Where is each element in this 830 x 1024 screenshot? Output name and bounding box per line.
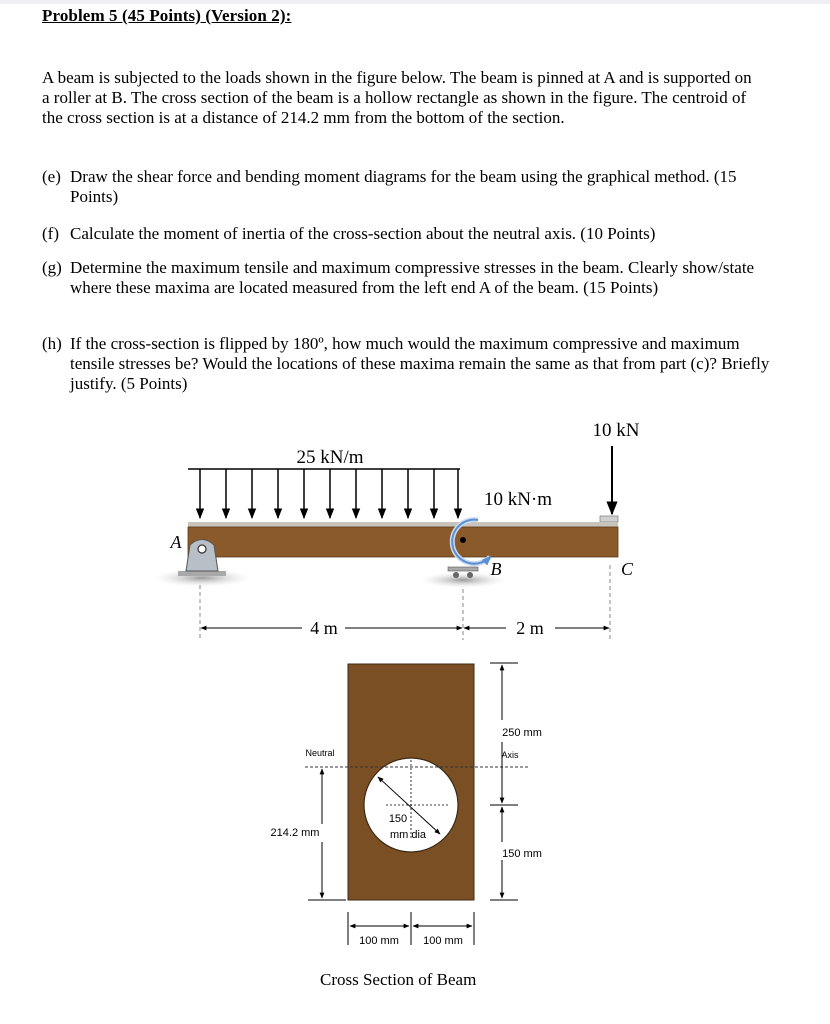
part-g-label: (g) [42, 258, 62, 277]
beam-body [188, 527, 618, 557]
problem-intro: A beam is subjected to the loads shown in the figure below. The beam is pinned at A and is supported on a roller at B. The cross section of the beam is a hollow rectangle as shown in the figure. The centroid of the cross section is at a distance of 214.2 mm from the bottom of the section. [42, 68, 752, 127]
point-a-label: A [170, 532, 182, 552]
roller-plate [448, 567, 478, 571]
moment-label: 10 kN·m [483, 489, 553, 510]
dim-250-label: 250 mm [502, 727, 542, 739]
beam [188, 522, 618, 557]
moment-center [460, 537, 466, 543]
point-c-label: C [620, 559, 634, 579]
hole-dia-label-1: 150 [388, 813, 408, 825]
pin-icon [198, 545, 206, 553]
figure-caption: Cross Section of Beam [320, 970, 477, 989]
part-h-text: If the cross-section is flipped by 180º, how much would the maximum compressive and maximum tensile stresses be? Would the locations of these maxima remain the same as that from part (c)? Briefly justify. (5 Points) [70, 334, 770, 393]
roller-wheel-icon [453, 572, 459, 578]
hole-dia-label-2: mm dia [389, 829, 427, 841]
load-plate [600, 516, 618, 522]
part-g-text: Determine the maximum tensile and maximum compressive stresses in the beam. Clearly show/state where these maxima are located measured from the left end A of the beam. (15 Points) [70, 258, 755, 297]
distributed-load-arrows [200, 469, 458, 518]
pin-base [178, 571, 226, 576]
dim-150-label: 150 mm [502, 848, 542, 860]
point-b-label: B [490, 559, 502, 579]
span-bc-label: 2 m [516, 618, 544, 638]
distributed-load-label: 25 kN/m [296, 447, 364, 468]
part-e-text: Draw the shear force and bending moment diagrams for the beam using the graphical method. (15 Points) [70, 167, 737, 206]
pin-bracket [186, 540, 218, 572]
neutral-label: Neutral [305, 748, 335, 758]
cross-section [271, 663, 542, 947]
problem-heading: Problem 5 (45 Points) (Version 2): [42, 6, 292, 25]
axis-label: Axis [501, 750, 519, 760]
part-e-label: (e) [42, 167, 61, 186]
part-f-text: Calculate the moment of inertia of the cross-section about the neutral axis. (10 Points) [70, 224, 656, 243]
top-bar [0, 0, 830, 4]
width-right-label: 100 mm [423, 935, 463, 947]
part-f-label: (f) [42, 224, 59, 243]
distributed-load [188, 447, 460, 518]
beam-figure [0, 405, 830, 965]
roller-wheel-icon [467, 572, 473, 578]
span-dimensions [200, 565, 610, 640]
point-load-label: 10 kN [592, 420, 640, 441]
span-ab-label: 4 m [310, 618, 338, 638]
width-left-label: 100 mm [359, 935, 399, 947]
part-h-label: (h) [42, 334, 62, 353]
centroid-dim-label: 214.2 mm [270, 827, 320, 839]
point-load [593, 420, 640, 522]
